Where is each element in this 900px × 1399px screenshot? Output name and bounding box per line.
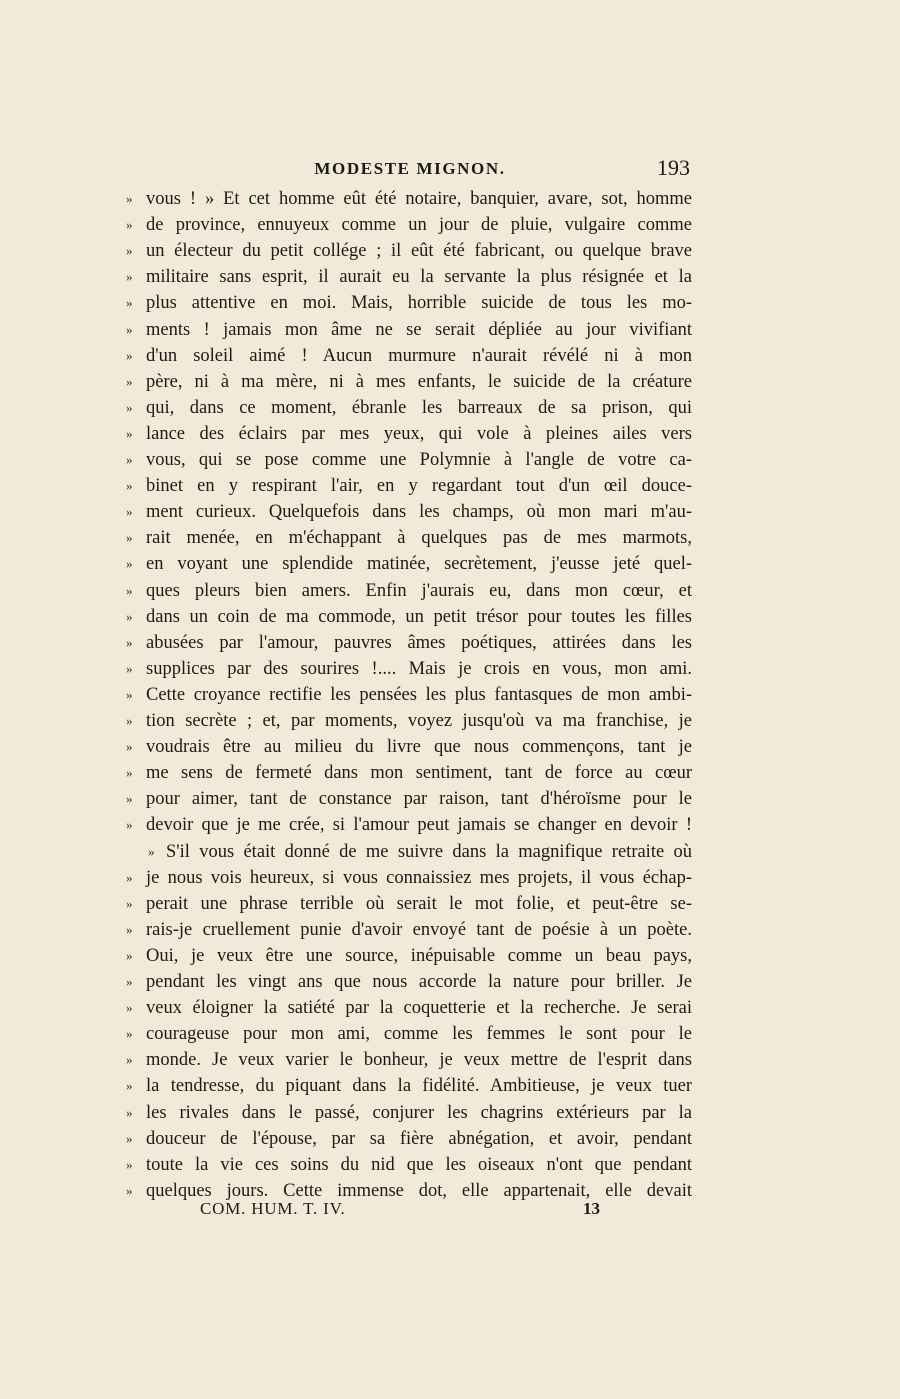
quotation-mark: »: [126, 660, 133, 676]
text-line: [126, 551, 692, 577]
line-text: rais-je cruellement punie d'avoir envoyé tant de poésie à un poète.: [146, 919, 692, 940]
quotation-mark: »: [126, 217, 133, 233]
signature-mark: COM. HUM. T. IV.: [200, 1199, 346, 1218]
text-line: [126, 682, 692, 708]
line-text: ques pleurs bien amers. Enfin j'aurais eu, dans mon cœur, et: [146, 580, 692, 601]
quotation-mark: »: [126, 321, 133, 337]
text-line: [126, 656, 692, 682]
line-text: militaire sans esprit, il aurait eu la servante la plus résignée et la: [146, 267, 692, 288]
line-text: binet en y respirant l'air, en y regardant tout d'un œil douce-: [146, 476, 692, 497]
text-line: [126, 786, 692, 812]
quotation-mark: »: [126, 556, 133, 572]
line-text: rait menée, en m'échappant à quelques pas de mes marmots,: [146, 528, 692, 549]
line-text: douceur de l'épouse, par sa fière abnégation, et avoir, pendant: [146, 1128, 692, 1149]
line-text: en voyant une splendide matinée, secrètement, j'eusse jeté quel-: [146, 554, 692, 575]
quotation-mark: »: [126, 269, 133, 285]
quotation-mark: »: [126, 347, 133, 363]
text-line: [126, 525, 692, 551]
text-line: [126, 395, 692, 421]
line-text: veux éloigner la satiété par la coquetterie et la recherche. Je serai: [146, 998, 692, 1019]
text-line: [126, 317, 692, 343]
text-line: [126, 839, 692, 865]
line-text: tion secrète ; et, par moments, voyez jusqu'où va ma franchise, je: [146, 711, 692, 731]
line-text: de province, ennuyeux comme un jour de pluie, vulgaire comme: [146, 215, 692, 236]
quotation-mark: »: [126, 425, 133, 441]
line-text: plus attentive en moi. Mais, horrible suicide de tous les mo-: [146, 293, 692, 314]
text-line: [126, 212, 692, 238]
quotation-mark: »: [126, 713, 133, 728]
line-text: d'un soleil aimé ! Aucun murmure n'aurait révélé ni à mon: [146, 345, 692, 366]
text-line: [126, 995, 692, 1021]
quotation-mark: »: [126, 530, 133, 546]
quotation-mark: »: [126, 974, 133, 989]
text-line: [126, 369, 692, 395]
line-text: vous, qui se pose comme une Polymnie à l'angle de votre ca-: [146, 450, 692, 470]
text-line: [126, 1021, 692, 1047]
text-line: [126, 186, 692, 212]
line-text: les rivales dans le passé, conjurer les chagrins extérieurs par la: [146, 1102, 692, 1123]
quotation-mark: »: [126, 373, 133, 389]
line-text: ments ! jamais mon âme ne se serait dépliée au jour vivifiant: [146, 319, 692, 340]
text-line: [126, 943, 692, 969]
line-text: voudrais être au milieu du livre que nous commençons, tant je: [146, 737, 692, 758]
text-line: [126, 812, 692, 838]
quotation-mark: »: [126, 478, 133, 494]
line-text: supplices par des sourires !.... Mais je crois en vous, mon ami.: [146, 658, 692, 679]
text-line: [126, 264, 692, 290]
text-line: [126, 1100, 692, 1126]
quotation-mark: »: [126, 452, 133, 467]
line-text: vous ! » Et cet homme eût été notaire, banquier, avare, sot, homme: [146, 189, 692, 209]
line-text: monde. Je veux varier le bonheur, je veux mettre de l'esprit dans: [146, 1050, 692, 1071]
line-text: perait une phrase terrible où serait le mot folie, et peut-être se-: [146, 893, 692, 914]
text-line: [126, 473, 692, 499]
page-footer: [200, 1199, 620, 1225]
text-line: [126, 578, 692, 604]
line-text: je nous vois heureux, si vous connaissiez mes projets, il vous échap-: [146, 867, 692, 888]
quotation-mark: »: [126, 817, 133, 833]
page-header: [130, 155, 690, 185]
gathering-number: 13: [583, 1199, 600, 1218]
quotation-mark: »: [126, 608, 133, 624]
quotation-mark: »: [126, 947, 133, 963]
text-line: [126, 1152, 692, 1178]
text-line: [126, 865, 692, 891]
line-text: qui, dans ce moment, ébranle les barreaux de sa prison, qui: [146, 397, 692, 418]
line-text: pendant les vingt ans que nous accorde la nature pour briller. Je: [146, 972, 692, 992]
line-text: abusées par l'amour, pauvres âmes poétiques, attirées dans les: [146, 632, 692, 653]
line-text: S'il vous était donné de me suivre dans la magnifique retraite où: [166, 841, 692, 862]
line-text: ment curieux. Quelquefois dans les champs, où mon mari m'au-: [146, 502, 692, 523]
quotation-mark: »: [126, 243, 133, 259]
quotation-mark: »: [126, 869, 133, 885]
line-text: devoir que je me crée, si l'amour peut jamais se changer en devoir !: [146, 815, 692, 836]
text-line: [126, 1073, 692, 1099]
text-line: [126, 630, 692, 656]
text-line: [126, 499, 692, 525]
line-text: toute la vie ces soins du nid que les oiseaux n'ont que pendant: [146, 1154, 692, 1175]
text-line: [126, 734, 692, 760]
quotation-mark: »: [148, 843, 155, 859]
text-line: [126, 604, 692, 630]
text-line: [126, 447, 692, 473]
line-text: me sens de fermeté dans mon sentiment, tant de force au cœur: [146, 763, 692, 784]
body-text: [126, 186, 692, 1206]
quotation-mark: »: [126, 295, 133, 311]
quotation-mark: »: [126, 191, 133, 206]
quotation-mark: »: [126, 921, 133, 937]
quotation-mark: »: [126, 1078, 133, 1094]
quotation-mark: »: [126, 1052, 133, 1068]
text-line: [126, 891, 692, 917]
quotation-mark: »: [126, 765, 133, 781]
line-text: courageuse pour mon ami, comme les femmes le sont pour le: [146, 1024, 692, 1045]
text-line: [126, 1126, 692, 1152]
quotation-mark: »: [126, 634, 133, 650]
quotation-mark: »: [126, 1130, 133, 1146]
quotation-mark: »: [126, 1000, 133, 1016]
line-text: Cette croyance rectifie les pensées les plus fantasques de mon ambi-: [146, 684, 692, 705]
text-line: [126, 290, 692, 316]
quotation-mark: »: [126, 1156, 133, 1172]
line-text: un électeur du petit collége ; il eût été fabricant, ou quelque brave: [146, 241, 692, 262]
text-line: [126, 917, 692, 943]
text-line: [126, 238, 692, 264]
line-text: pour aimer, tant de constance par raison, tant d'héroïsme pour le: [146, 789, 692, 810]
quotation-mark: »: [126, 686, 133, 702]
text-line: [126, 1047, 692, 1073]
quotation-mark: »: [126, 895, 133, 911]
quotation-mark: »: [126, 791, 133, 807]
line-text: Oui, je veux être une source, inépuisable comme un beau pays,: [146, 945, 692, 966]
page-number: 193: [657, 155, 690, 180]
line-text: lance des éclairs par mes yeux, qui vole à pleines ailes vers: [146, 423, 692, 444]
quotation-mark: »: [126, 1104, 133, 1120]
line-text: la tendresse, du piquant dans la fidélité. Ambitieuse, je veux tuer: [146, 1076, 692, 1097]
running-title: MODESTE MIGNON.: [314, 159, 506, 178]
quotation-mark: »: [126, 1182, 133, 1198]
line-text: dans un coin de ma commode, un petit trésor pour toutes les filles: [146, 606, 692, 627]
quotation-mark: »: [126, 1026, 133, 1042]
quotation-mark: »: [126, 739, 133, 755]
text-line: [126, 343, 692, 369]
quotation-mark: »: [126, 582, 133, 598]
text-line: [126, 421, 692, 447]
line-text: père, ni à ma mère, ni à mes enfants, le suicide de la créature: [146, 371, 692, 392]
text-line: [126, 760, 692, 786]
quotation-mark: »: [126, 399, 133, 415]
line-text: quelques jours. Cette immense dot, elle appartenait, elle devait: [146, 1180, 692, 1201]
text-line: [126, 708, 692, 734]
text-line: [126, 969, 692, 995]
quotation-mark: »: [126, 504, 133, 520]
